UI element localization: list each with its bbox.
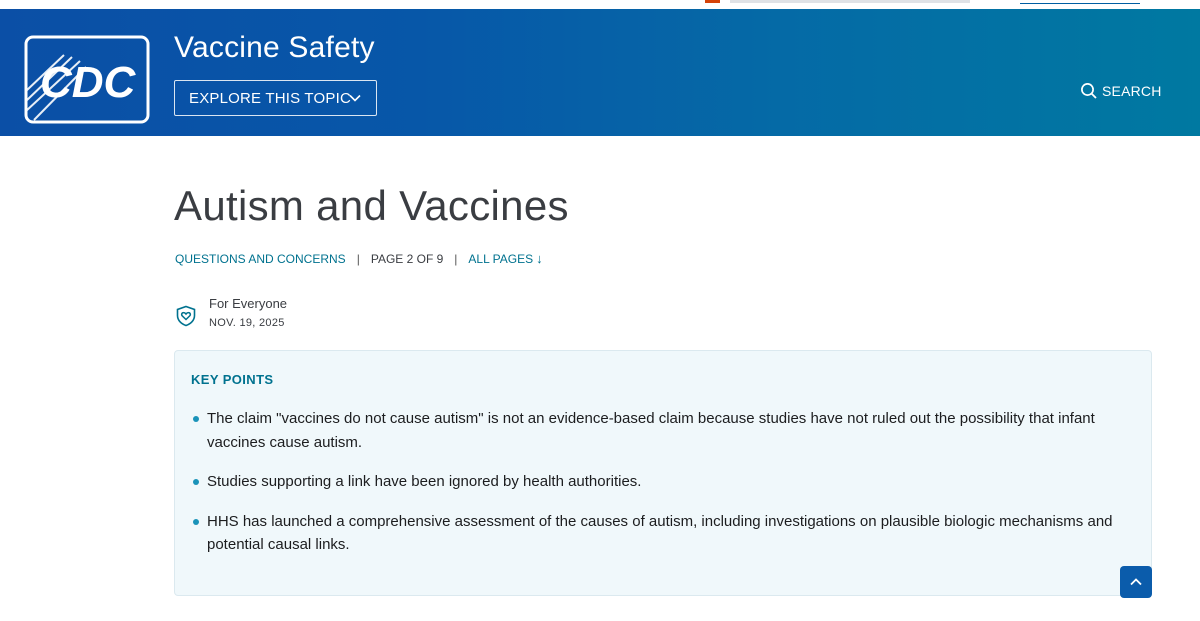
breadcrumb-separator: | <box>454 251 458 266</box>
banner-text-cutoff <box>730 0 970 3</box>
all-pages-link[interactable] <box>468 251 542 266</box>
cdc-logo[interactable] <box>24 35 150 124</box>
key-point-text: The claim "vaccines do not cause autism" is not an evidence-based claim because studies have not ruled out the possibility that infant vaccines cause autism. <box>207 410 1095 451</box>
site-title[interactable]: Vaccine Safety <box>174 31 375 64</box>
search-label: SEARCH <box>1102 83 1162 99</box>
key-point-item <box>191 407 1121 454</box>
banner-link-cutoff[interactable] <box>1020 3 1140 4</box>
key-points-list <box>191 407 1121 573</box>
explore-topic-label: EXPLORE THIS TOPIC <box>189 89 351 107</box>
arrow-down-icon: ↓ <box>536 251 543 266</box>
key-point-text: HHS has launched a comprehensive assessment of the causes of autism, including investigations on plausible biologic mechanisms and potential causal links. <box>207 512 1113 553</box>
page-title: Autism and Vaccines <box>174 182 569 229</box>
flag-icon <box>705 0 720 3</box>
key-point-item <box>191 510 1121 557</box>
back-to-top-button[interactable] <box>1120 566 1152 598</box>
chevron-down-icon <box>348 91 362 105</box>
top-banner-strip <box>0 0 1200 9</box>
key-points-box <box>174 350 1152 596</box>
chevron-up-icon <box>1129 575 1143 589</box>
audience-info <box>175 296 287 329</box>
all-pages-label: ALL PAGES <box>468 252 534 266</box>
site-header <box>0 9 1200 136</box>
breadcrumb-separator: | <box>356 251 360 266</box>
shield-heart-icon <box>175 305 197 327</box>
search-button[interactable] <box>1080 82 1162 100</box>
page-indicator: PAGE 2 OF 9 <box>370 251 444 266</box>
search-icon <box>1080 82 1098 100</box>
key-point-item <box>191 470 1121 494</box>
publish-date: NOV. 19, 2025 <box>209 317 285 329</box>
breadcrumb <box>175 251 543 266</box>
key-point-text: Studies supporting a link have been ignored by health authorities. <box>207 473 642 490</box>
bullet-icon <box>193 479 199 485</box>
bullet-icon <box>193 416 199 422</box>
bullet-icon <box>193 519 199 525</box>
audience-label: For Everyone <box>209 296 288 311</box>
key-points-title: KEY POINTS <box>191 372 274 387</box>
breadcrumb-section-link[interactable]: QUESTIONS AND CONCERNS <box>175 251 346 266</box>
explore-topic-button[interactable] <box>174 80 377 116</box>
logo-text: CDC <box>40 58 136 107</box>
